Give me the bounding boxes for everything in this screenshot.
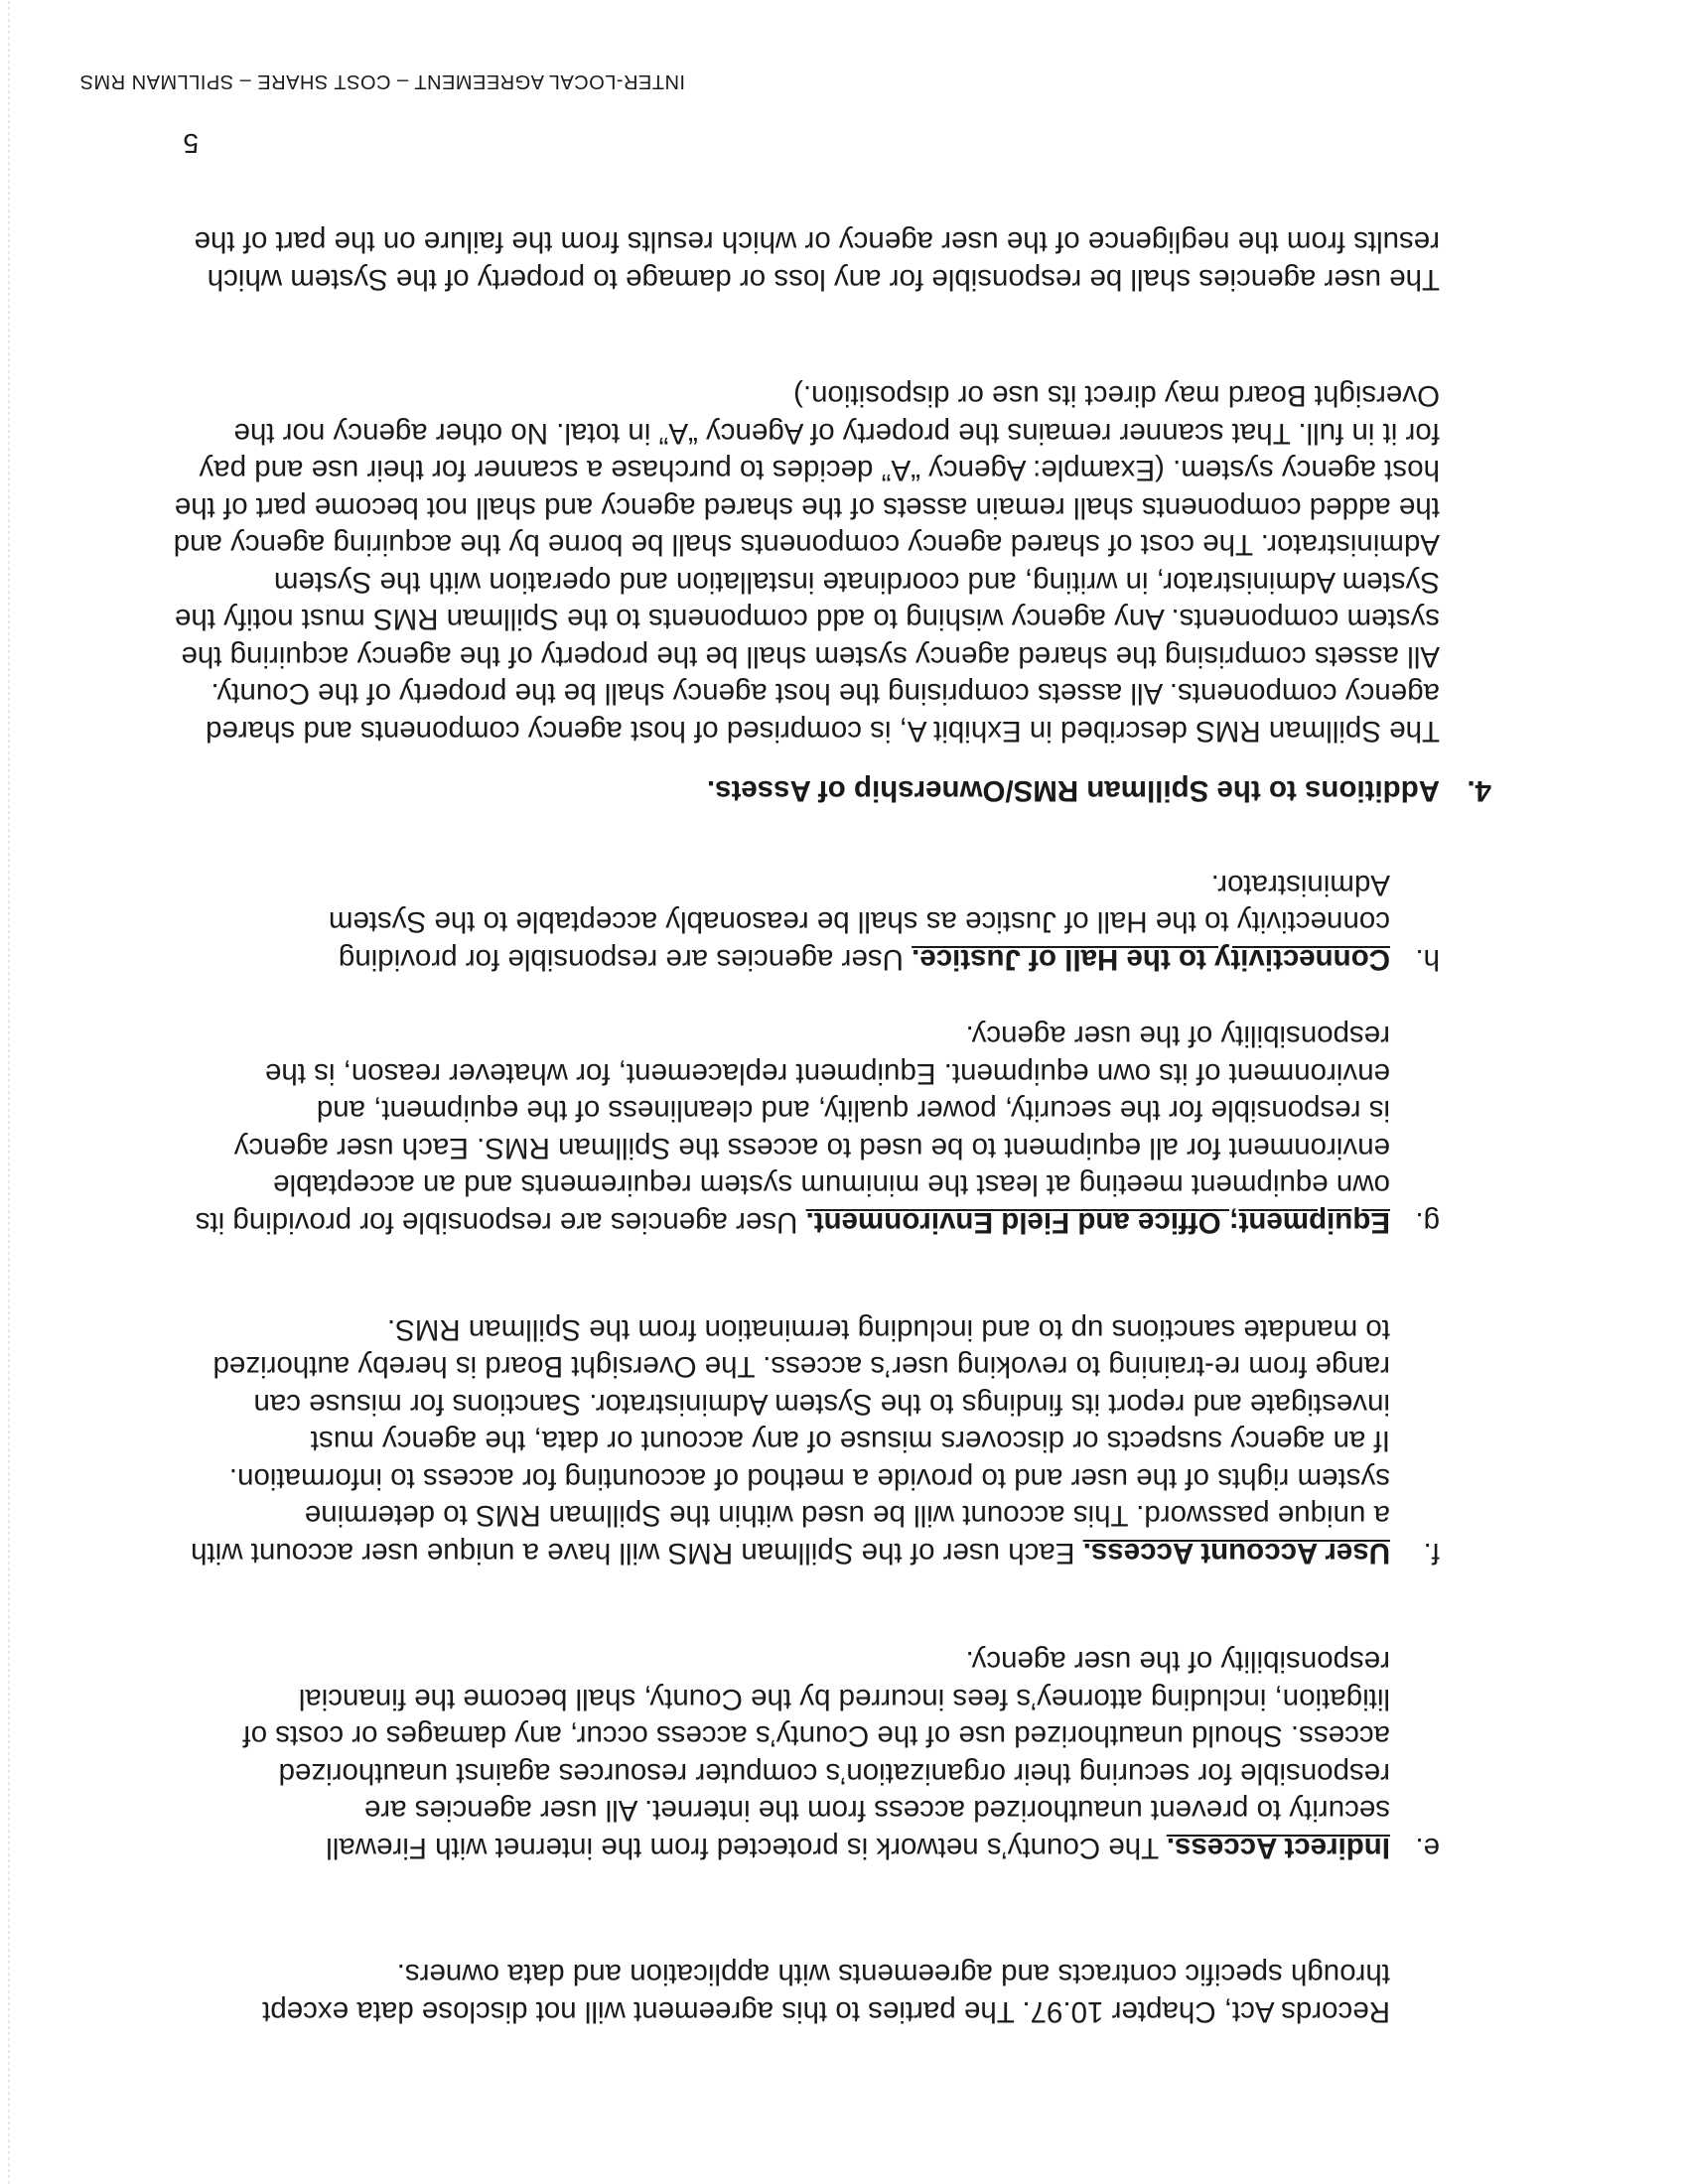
- text-line: Administrator.: [1210, 869, 1390, 901]
- section-4-title: Additions to the Spillman RMS/Ownership of Assets.: [706, 774, 1440, 807]
- item-f-label: f.: [1423, 1537, 1440, 1570]
- text-line: Administrator. The cost of shared agency components shall be borne by the acquiring agency and: [173, 528, 1440, 562]
- text-line: The County’s network is protected from the internet with Firewall: [326, 1832, 1167, 1864]
- section-4-number: 4.: [1467, 774, 1491, 807]
- text-line: system rights of the user and to provide a method of accounting for access to information.: [228, 1462, 1390, 1495]
- text-line: through specific contracts and agreements with application and data owners.: [396, 1958, 1390, 1991]
- text-line: responsible for securing their organization’s computer resources against unauthorized: [278, 1757, 1390, 1790]
- text-line: host agency system. (Example: Agency “A” decides to purchase a scanner for their use and pay: [199, 454, 1440, 487]
- item-f-heading: User Account Access.: [1082, 1537, 1390, 1570]
- text-line: responsibility of the user agency.: [965, 1020, 1390, 1053]
- text-line: The user agencies shall be responsible for any loss or damage to property of the System which: [207, 263, 1440, 296]
- document-footer: INTER-LOCAL AGREEMENT – COST SHARE – SPILLMAN RMS: [79, 70, 685, 92]
- text-line: Each user of the Spillman RMS will have a unique user account with: [191, 1537, 1083, 1570]
- text-line: The Spillman RMS described in Exhibit A, is comprised of host agency components and shared: [206, 715, 1440, 748]
- text-line: responsibility of the user agency.: [965, 1645, 1390, 1679]
- text-line: System Administrator, in writing, and coordinate installation and operation with the System: [273, 566, 1440, 599]
- text-line: environment for all equipment to be used to access the Spillman RMS. Each user agency: [233, 1132, 1390, 1164]
- text-line: range from re-training to revoking user’s access. The Oversight Board is hereby authorized: [212, 1350, 1390, 1384]
- item-g-label: g.: [1415, 1206, 1440, 1239]
- item-h-paragraph: [268, 867, 1390, 979]
- text-line: Records Act, Chapter 10.97. The parties to this agreement will not disclose data except: [262, 1995, 1390, 2028]
- item-g-paragraph: [195, 1018, 1390, 1241]
- text-line: system components. Any agency wishing to add components to the Spillman RMS must notify the: [174, 603, 1440, 636]
- text-line: own equipment meeting at least the minimum system requirements and an acceptable: [273, 1168, 1390, 1202]
- text-line: agency components. All assets comprising the host agency shall be the property of the County.: [211, 677, 1440, 711]
- section-4-paragraph-2: [194, 223, 1440, 298]
- text-line: security to prevent unauthorized access from the internet. All user agencies are: [363, 1794, 1390, 1828]
- text-line: a unique password. This account will be used within the Spillman RMS to determine: [304, 1499, 1390, 1533]
- page-number: 5: [183, 128, 199, 159]
- text-line: Oversight Board may direct its use or disposition.): [793, 379, 1440, 413]
- text-line: for it in full. That scanner remains the property of Agency “A” in total. No other agency nor the: [233, 417, 1440, 450]
- text-line: the added components shall remain assets of the shared agency and shall not become part of the: [174, 491, 1440, 524]
- text-line: If an agency suspects or discovers misuse of any account or data, the agency must: [310, 1425, 1390, 1458]
- item-e-label: e.: [1415, 1832, 1440, 1864]
- text-line: to mandate sanctions up to and including termination from the Spillman RMS.: [386, 1313, 1390, 1346]
- item-f-paragraph: [191, 1311, 1390, 1572]
- text-line: environment of its own equipment. Equipment replacement, for whatever reason, is the: [264, 1057, 1390, 1090]
- item-e-paragraph: [242, 1643, 1390, 1866]
- text-line: litigation, including attorney’s fees incurred by the County, shall become the financial: [298, 1683, 1390, 1715]
- text-line: investigate and report its findings to the System Administrator. Sanctions for misuse can: [253, 1388, 1390, 1421]
- text-line: All assets comprising the shared agency system shall be the property of the agency acquiring the: [181, 640, 1440, 673]
- text-line: is responsible for the security, power quality, and cleanliness of the equipment, and: [316, 1094, 1390, 1128]
- item-g-heading: Equipment; Office and Field Environment.: [805, 1206, 1390, 1239]
- text-line: User agencies are responsible for providing: [338, 943, 913, 976]
- scan-edge-artifact: [8, 0, 10, 2184]
- continued-paragraph: [262, 1956, 1390, 2030]
- text-line: connectivity to the Hall of Justice as shall be reasonably acceptable to the System: [328, 905, 1390, 939]
- text-line: access. Should unauthorized use of the County’s access occur, any damages or costs of: [242, 1719, 1390, 1753]
- section-4-paragraph-1: [173, 377, 1440, 750]
- item-h-heading: Connectivity to the Hall of Justice.: [912, 943, 1390, 976]
- item-e-heading: Indirect Access.: [1166, 1832, 1390, 1864]
- item-h-label: h.: [1415, 943, 1440, 976]
- text-line: results from the negligence of the user agency or which results from the failure on the part of the: [194, 225, 1440, 259]
- text-line: User agencies are responsible for providing its: [195, 1206, 806, 1239]
